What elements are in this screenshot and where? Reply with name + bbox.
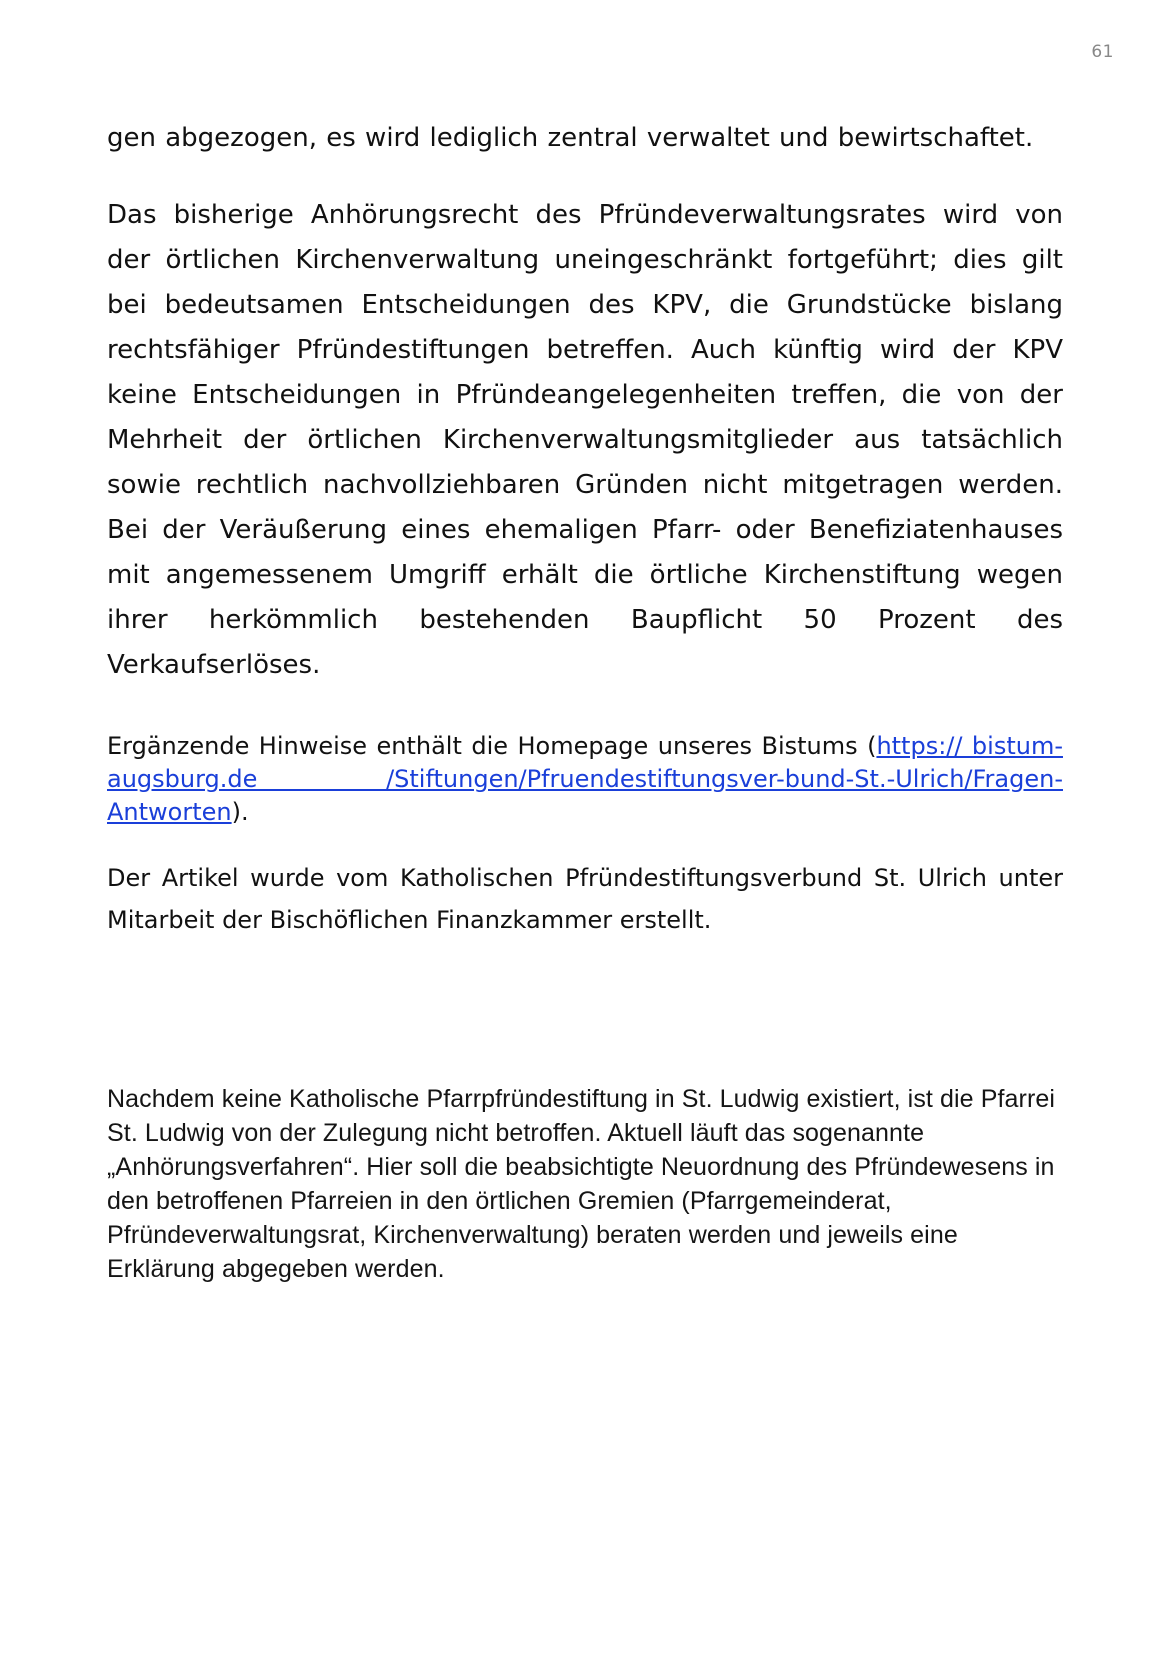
homepage-hint (107, 730, 1063, 829)
paragraph-anhoerungsrecht: Das bisherige Anhörungsrecht des Pfründeverwaltungsrates wird von der örtlichen Kirchenverwaltung uneingeschränkt fortgeführt; dies gilt bei bedeutsamen Entscheidungen des KPV, die Grundstücke bislang rechtsfähiger Pfründestiftungen betreffen. Auch künftig wird der KPV keine Entscheidungen in Pfründeangelegenheiten treffen, die von der Mehrheit der örtlichen Kirchenverwaltungsmitglieder aus tatsächlich sowie rechtlich nachvollziehbaren Gründen nicht mitgetragen werden. Bei der Veräußerung eines ehemaligen Pfarr- oder Benefiziatenhauses mit angemessenem Umgriff erhält die örtliche Kirchenstiftung wegen ihrer herkömmlich bestehenden Baupflicht 50 Prozent des Verkaufserlöses. (107, 200, 1063, 680)
paragraph-continuation: gen abgezogen, es wird lediglich zentral verwaltet und bewirtschaftet. (107, 123, 1034, 153)
homepage-hint-suffix: ). (231, 798, 249, 826)
page-number: 61 (1091, 42, 1114, 62)
article-credit: Der Artikel wurde vom Katholischen Pfründestiftungsverbund St. Ulrich unter Mitarbeit der Bischöflichen Finanzkammer erstellt. (107, 864, 1063, 934)
homepage-hint-prefix: Ergänzende Hinweise enthält die Homepage unseres Bistums ( (107, 732, 877, 760)
document-body (107, 116, 1063, 941)
parish-note: Nachdem keine Katholische Pfarrpfründestiftung in St. Ludwig existiert, ist die Pfarrei St. Ludwig von der Zulegung nicht betroffen. Aktuell läuft das sogenannte „Anhörungsverfahren“. Hier soll die beabsichtigte Neuordnung des Pfründewesens in den betroffenen Pfarreien in den örtlichen Gremien (Pfarrgemeinderat, Pfründeverwaltungsrat, Kirchenverwaltung) beraten werden und jeweils eine Erklärung abgegeben werden. (107, 1085, 1056, 1283)
homepage-link[interactable]: https:// bistum-augsburg.de /Stiftungen/Pfruendestiftungsver-bund-St.-Ulrich/Fragen-Antworten (107, 732, 1063, 826)
